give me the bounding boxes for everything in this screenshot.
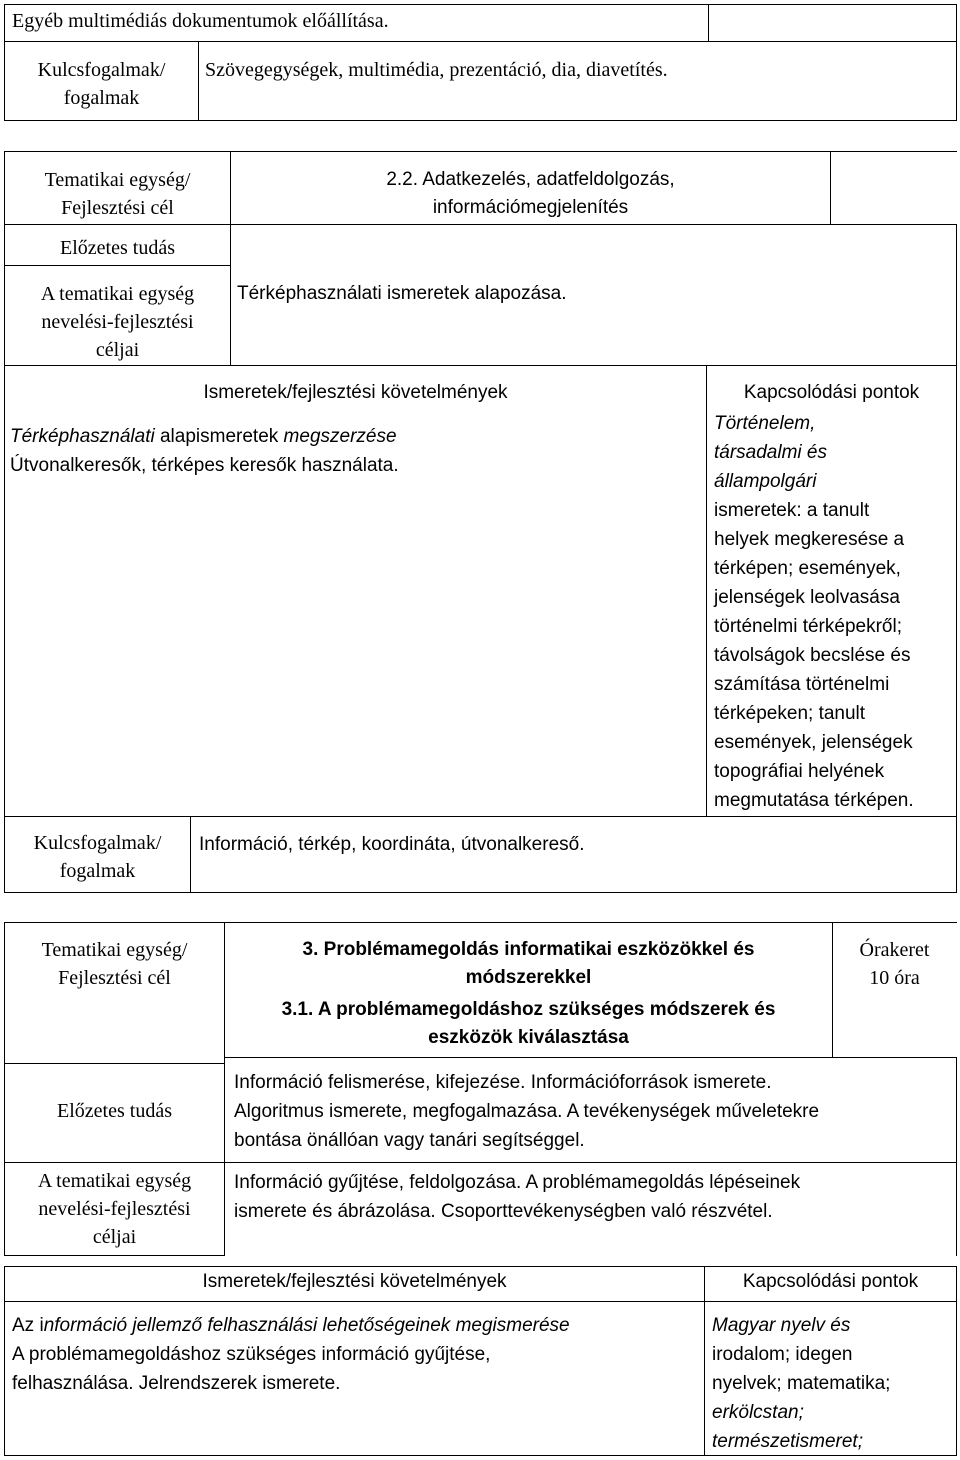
block2-prior-label: Előzetes tudás bbox=[60, 237, 175, 259]
block2-key-divider-mask-2 bbox=[191, 817, 956, 829]
block2-goals-label-line2: nevelési-fejlesztési bbox=[41, 311, 194, 333]
block1-row1-text: Egyéb multimédiás dokumentumok előállítása. bbox=[12, 10, 389, 32]
block1-key-label bbox=[4, 56, 199, 112]
block3-unit-label-line2: Fejlesztési cél bbox=[58, 967, 171, 989]
block3-prior-line: Információ felismerése, kifejezése. Információforrások ismerete. bbox=[234, 1072, 772, 1093]
block2-links-line: távolságok becslése és bbox=[714, 645, 911, 666]
block2-links-italic-1: Történelem, bbox=[714, 413, 816, 434]
block3-goals-line: Információ gyűjtése, feldolgozása. A problémamegoldás lépéseinek bbox=[234, 1172, 801, 1193]
block2-links-text bbox=[714, 409, 914, 815]
block2-links-line: történelmi térképekről; bbox=[714, 616, 902, 637]
block2-unit-title bbox=[230, 166, 831, 222]
block2-req-line1-italic-c: megszerzése bbox=[283, 426, 397, 447]
block2-links-line: térképeken; tanult bbox=[714, 703, 866, 724]
block3-header-divider bbox=[4, 1301, 957, 1302]
block3-req-line1-italic: nformáció jellemző felhasználási lehetőségeinek megismerése bbox=[43, 1315, 570, 1336]
block3-links-line3: nyelvek; matematika; bbox=[712, 1373, 891, 1394]
block2-links-line: ismeretek: a tanult bbox=[714, 500, 870, 521]
block3-title-line2: módszerekkel bbox=[465, 967, 592, 988]
block3-prior-label: Előzetes tudás bbox=[57, 1100, 172, 1122]
block3-hours bbox=[832, 936, 957, 992]
block2-unit-empty-cell bbox=[830, 151, 957, 225]
block2-links-italic-3: állampolgári bbox=[714, 471, 817, 492]
block3-prior-line: Algoritmus ismerete, megfogalmazása. A tevékenységek műveletekre bbox=[234, 1101, 820, 1122]
block3-links-line2: irodalom; idegen bbox=[712, 1344, 853, 1365]
block3-prior-text bbox=[234, 1068, 819, 1155]
block2-req-line1-italic-a: Térképhasználati bbox=[10, 426, 155, 447]
block3-req-line2: A problémamegoldáshoz szükséges információ gyűjtése, bbox=[12, 1344, 491, 1365]
block3-req-line3: felhasználása. Jelrendszerek ismerete. bbox=[12, 1373, 341, 1394]
block2-key-label bbox=[4, 829, 191, 885]
block2-key-divider-mask bbox=[5, 817, 190, 829]
block3-hours-label: Órakeret bbox=[859, 939, 930, 961]
block3-goals-label-line1: A tematikai egység bbox=[37, 1170, 192, 1192]
block3-req-text bbox=[12, 1311, 570, 1398]
block2-links-line: megmutatása térképen. bbox=[714, 790, 914, 811]
block2-goals-text: Térképhasználati ismeretek alapozása. bbox=[237, 283, 567, 304]
block3-unit-label-line1: Tematikai egység/ bbox=[41, 939, 188, 961]
block1-key-text: Szövegegységek, multimédia, prezentáció, dia, diavetítés. bbox=[205, 59, 668, 81]
block2-req-line2: Útvonalkeresők, térképes keresők használata. bbox=[10, 455, 399, 476]
block1-key-label-line1: Kulcsfogalmak/ bbox=[37, 59, 166, 81]
block3-unit-label bbox=[4, 936, 225, 992]
block2-links-line: helyek megkeresése a bbox=[714, 529, 905, 550]
block3-goals-label bbox=[4, 1167, 225, 1251]
block3-links-italic-4: erkölcstan; bbox=[712, 1402, 804, 1423]
block3-req-line1-plain: Az i bbox=[12, 1315, 44, 1336]
block2-key-label-line1: Kulcsfogalmak/ bbox=[33, 832, 162, 854]
block3-subtitle-line1: 3.1. A problémamegoldáshoz szükséges módszerek és bbox=[281, 999, 776, 1020]
block3-req-line1 bbox=[12, 1311, 570, 1340]
block2-req-line1 bbox=[10, 423, 397, 451]
block2-key-text: Információ, térkép, koordináta, útvonalkereső. bbox=[199, 834, 585, 855]
block2-links-line: események, jelenségek bbox=[714, 732, 913, 753]
block2-unit-title-line2: információmegjelenítés bbox=[432, 197, 629, 218]
block3-links-text bbox=[712, 1311, 890, 1456]
block2-links-line: topográfiai helyének bbox=[714, 761, 885, 782]
block2-goals-label bbox=[4, 280, 231, 364]
block2-req-header: Ismeretek/fejlesztési követelmények bbox=[203, 382, 508, 403]
block2-links-line: számítása történelmi bbox=[714, 674, 890, 695]
block3-req-header: Ismeretek/fejlesztési követelmények bbox=[202, 1271, 507, 1292]
block2-unit-label-line1: Tematikai egység/ bbox=[44, 169, 191, 191]
block2-key-label-line2: fogalmak bbox=[59, 860, 136, 882]
block3-prior-line: bontása önállóan vagy tanári segítséggel. bbox=[234, 1130, 585, 1151]
block2-links-header: Kapcsolódási pontok bbox=[743, 382, 920, 403]
block3-goals-label-line2: nevelési-fejlesztési bbox=[38, 1198, 191, 1220]
block2-unit-label bbox=[4, 166, 231, 222]
block2-links-italic-2: társadalmi és bbox=[714, 442, 827, 463]
block2-unit-label-line2: Fejlesztési cél bbox=[61, 197, 174, 219]
block2-goals-label-line3: céljai bbox=[95, 339, 140, 361]
block2-key-divider bbox=[4, 816, 707, 817]
block1-key-label-line2: fogalmak bbox=[63, 87, 140, 109]
block2-goals-label-line1: A tematikai egység bbox=[40, 283, 195, 305]
block3-subtitle bbox=[224, 996, 833, 1052]
block3-goals-text bbox=[234, 1168, 800, 1226]
block3-title bbox=[224, 936, 833, 992]
block3-title-line1: 3. Problémamegoldás informatikai eszközökkel és bbox=[302, 939, 755, 960]
block1-row1-empty-cell bbox=[708, 4, 957, 42]
block3-subtitle-line2: eszközök kiválasztása bbox=[428, 1027, 629, 1048]
block3-goals-label-line3: céljai bbox=[92, 1226, 137, 1248]
block2-req-line1-plain: alapismeretek bbox=[154, 426, 284, 447]
block3-goals-line: ismerete és ábrázolása. Csoporttevékenységben való részvétel. bbox=[234, 1201, 773, 1222]
block3-hours-value: 10 óra bbox=[869, 967, 920, 989]
block2-links-line: térképen; események, bbox=[714, 558, 901, 579]
block2-links-line: jelenségek leolvasása bbox=[714, 587, 900, 608]
block3-links-italic-1: Magyar nyelv és bbox=[712, 1315, 851, 1336]
block3-links-italic-5: természetismeret; bbox=[712, 1431, 863, 1452]
block3-links-header: Kapcsolódási pontok bbox=[742, 1271, 919, 1292]
block2-unit-title-line1: 2.2. Adatkezelés, adatfeldolgozás, bbox=[386, 169, 675, 190]
